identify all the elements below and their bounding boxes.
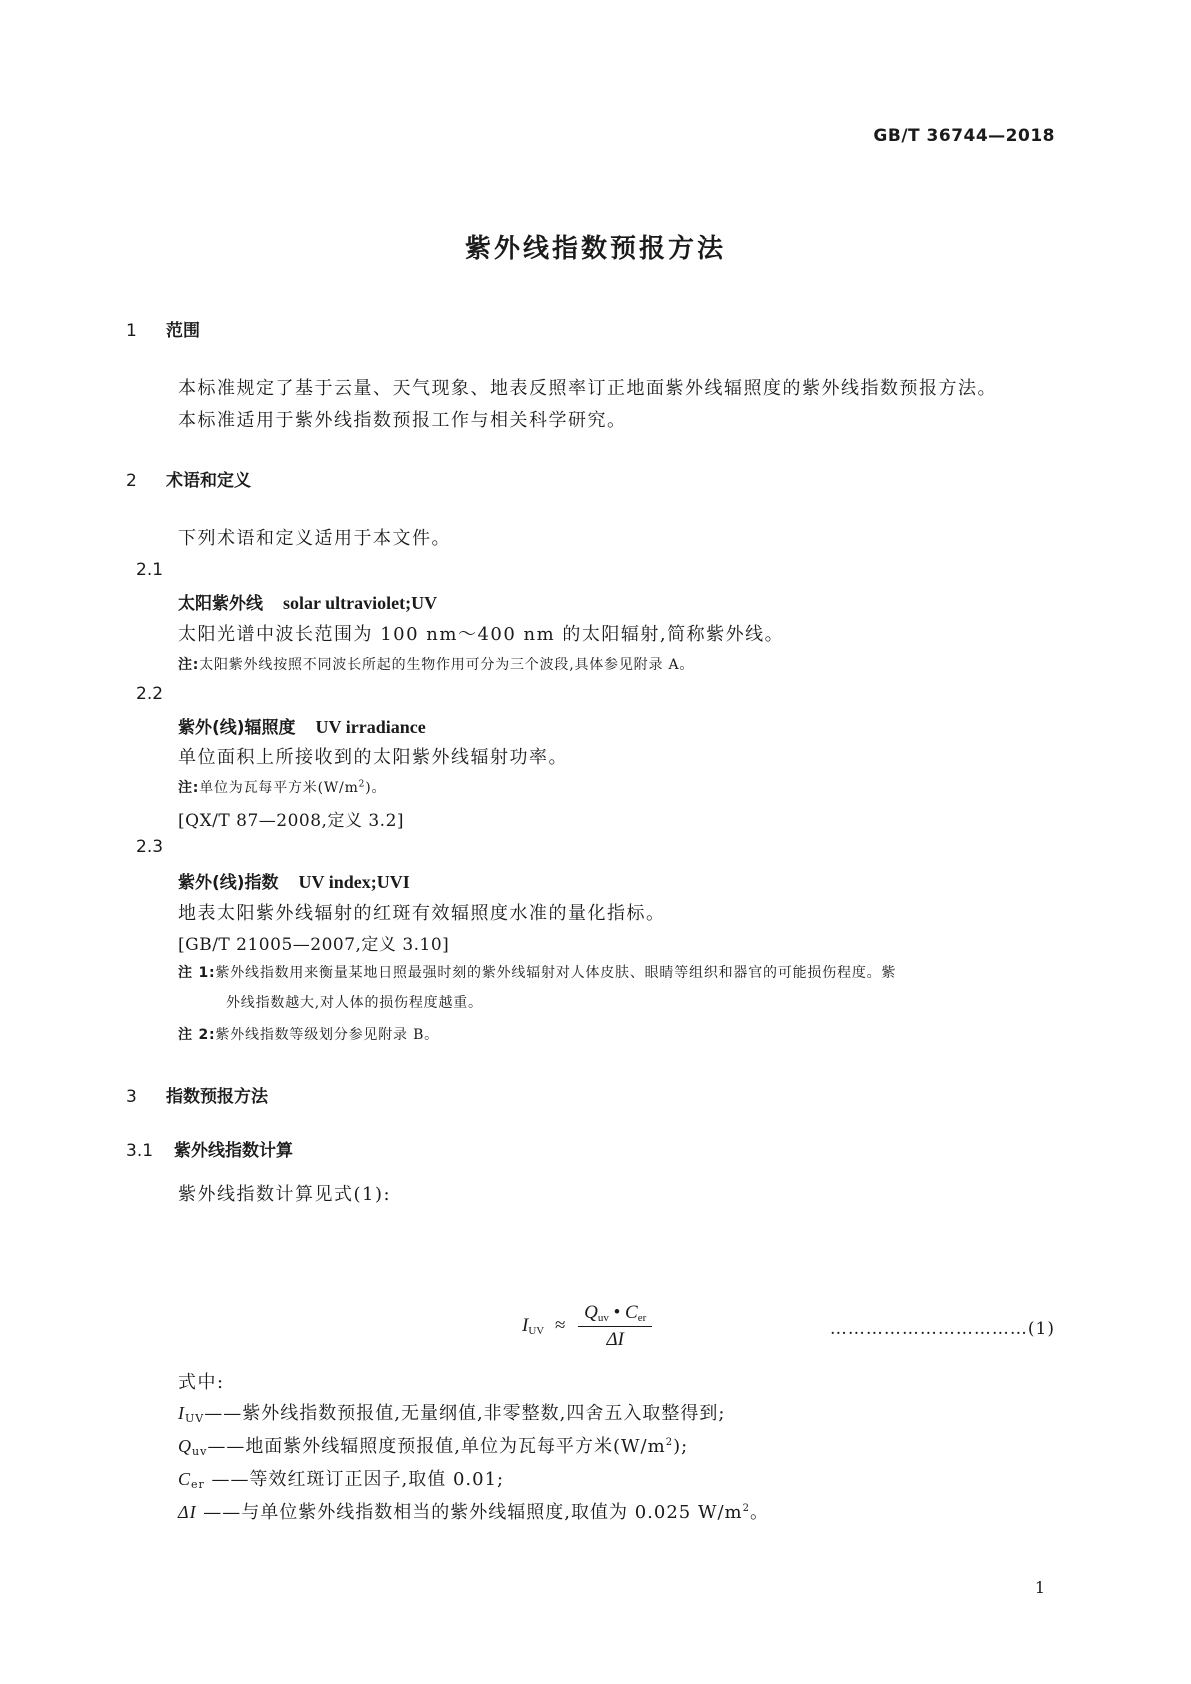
section-3-heading — [126, 1082, 268, 1107]
variable-description-tail: ); — [673, 1436, 689, 1457]
variable-subscript: uv — [192, 1445, 208, 1458]
variable-symbol: I — [178, 1403, 185, 1423]
variable-symbol: Q — [178, 1436, 192, 1456]
term-entry — [178, 713, 426, 738]
document-title: 紫外线指数预报方法 — [464, 234, 726, 264]
term-number: 2.3 — [136, 837, 164, 857]
variable-description: ——紫外线指数预报值,无量纲值,非零整数,四舍五入取整得到; — [204, 1403, 726, 1424]
section-1-heading — [126, 316, 200, 341]
note-label: 注: — [178, 657, 200, 673]
note-text: 紫外线指数等级划分参见附录 B。 — [215, 1027, 439, 1043]
section-number: 3.1 — [126, 1141, 154, 1161]
section-number: 1 — [126, 321, 137, 341]
note-text-tail: )。 — [365, 780, 387, 796]
paragraph: 本标准规定了基于云量、天气现象、地表反照率订正地面紫外线辐照度的紫外线指数预报方法。 — [178, 378, 997, 399]
section-number: 3 — [126, 1087, 137, 1107]
note — [178, 777, 386, 797]
superscript: 2 — [742, 1503, 750, 1514]
superscript: 2 — [358, 779, 366, 790]
variable-definition — [178, 1432, 688, 1458]
section-number: 2 — [126, 471, 137, 491]
section-title: 范围 — [166, 321, 200, 341]
term-english: UV index;UVI — [298, 872, 410, 892]
section-title: 指数预报方法 — [166, 1087, 268, 1107]
multiply-dot: • — [608, 1302, 626, 1323]
note-text: 单位为瓦每平方米(W/m — [199, 780, 359, 796]
term-definition: 太阳光谱中波长范围为 100 nm～400 nm 的太阳辐射,简称紫外线。 — [178, 624, 785, 645]
symbol-q: Q — [584, 1302, 598, 1323]
note-label: 注 1: — [178, 965, 216, 981]
symbol-c: C — [625, 1302, 638, 1323]
note — [178, 654, 694, 674]
subscript: er — [637, 1312, 647, 1324]
formula — [522, 1302, 652, 1351]
subscript: uv — [597, 1312, 609, 1324]
subsection-3-1-heading — [126, 1136, 293, 1161]
note-text-continued: 外线指数越大,对人体的损伤程度越重。 — [226, 995, 483, 1011]
symbol-delta-i: ΔI — [606, 1329, 624, 1350]
section-2-heading — [126, 466, 251, 491]
term-number: 2.2 — [136, 684, 164, 704]
superscript: 2 — [665, 1437, 674, 1448]
term-number: 2.1 — [136, 560, 164, 580]
note-1 — [178, 958, 1058, 1018]
variable-definition — [178, 1498, 769, 1524]
variable-symbol: ΔI — [178, 1502, 197, 1522]
variable-description: ——等效红斑订正因子,取值 0.01; — [204, 1469, 505, 1490]
variable-description: ——与单位紫外线指数相当的紫外线辐照度,取值为 0.025 W/m — [196, 1502, 743, 1523]
term-definition: 地表太阳紫外线辐射的红斑有效辐照度水准的量化指标。 — [178, 903, 666, 924]
variable-subscript: er — [191, 1478, 205, 1491]
where-label: 式中: — [178, 1372, 225, 1393]
term-english: UV irradiance — [315, 717, 426, 737]
formula-lhs-subscript: UV — [528, 1324, 545, 1337]
paragraph: 紫外线指数计算见式(1): — [178, 1184, 392, 1205]
note-label: 注 2: — [178, 1027, 216, 1043]
term-chinese: 紫外(线)辐照度 — [178, 718, 296, 738]
section-title: 紫外线指数计算 — [174, 1141, 293, 1161]
reference: [GB/T 21005—2007,定义 3.10] — [178, 935, 450, 955]
note-text: 紫外线指数用来衡量某地日照最强时刻的紫外线辐射对人体皮肤、眼睛等组织和器官的可能损伤程度。紫 — [215, 965, 897, 981]
denominator — [578, 1327, 652, 1351]
section-title: 术语和定义 — [166, 471, 251, 491]
page-number: 1 — [1034, 1578, 1045, 1597]
variable-subscript: UV — [185, 1412, 205, 1425]
fraction — [578, 1302, 652, 1351]
approx-sign: ≈ — [554, 1314, 566, 1336]
term-chinese: 太阳紫外线 — [178, 594, 263, 614]
term-chinese: 紫外(线)指数 — [178, 873, 279, 893]
paragraph: 下列术语和定义适用于本文件。 — [178, 528, 451, 549]
note-text: 太阳紫外线按照不同波长所起的生物作用可分为三个波段,具体参见附录 A。 — [199, 657, 695, 673]
term-entry — [178, 589, 437, 614]
numerator — [578, 1302, 652, 1327]
variable-description-tail: 。 — [750, 1502, 769, 1523]
note-2 — [178, 1024, 439, 1044]
term-english: solar ultraviolet;UV — [283, 593, 438, 613]
variable-symbol: C — [178, 1469, 192, 1489]
formula-lhs: I — [522, 1314, 529, 1336]
note-label: 注: — [178, 780, 200, 796]
term-entry — [178, 868, 410, 893]
standard-number: GB/T 36744—2018 — [873, 126, 1055, 146]
paragraph: 本标准适用于紫外线指数预报工作与相关科学研究。 — [178, 410, 627, 431]
variable-definition — [178, 1465, 504, 1491]
variable-description: ——地面紫外线辐照度预报值,单位为瓦每平方米(W/m — [207, 1436, 666, 1457]
reference: [QX/T 87—2008,定义 3.2] — [178, 811, 405, 831]
variable-definition — [178, 1399, 725, 1425]
term-definition: 单位面积上所接收到的太阳紫外线辐射功率。 — [178, 747, 568, 768]
equation-number: ……………………………(1) — [829, 1319, 1055, 1339]
